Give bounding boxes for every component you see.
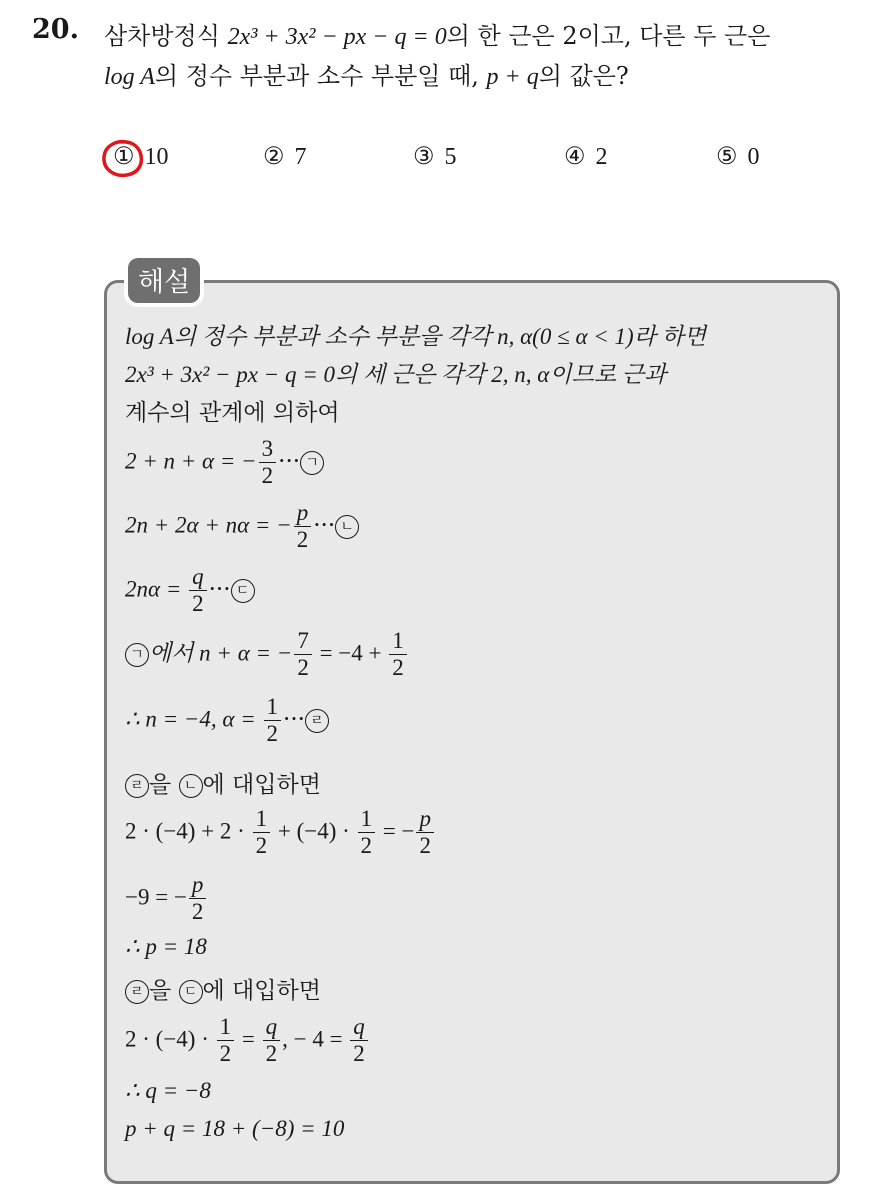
- step7-a: 2 · (−4) + 2 ·: [125, 818, 251, 844]
- step6-circle-mark-b: ㄴ: [179, 774, 203, 798]
- equation-2: [125, 500, 359, 553]
- choice-1[interactable]: [113, 142, 169, 171]
- step4-circle-mark: ㄱ: [125, 643, 149, 667]
- step11-den-3: 2: [353, 1041, 365, 1066]
- eq2-fraction: [294, 500, 312, 553]
- step4-text: 에서 n + α = −: [149, 640, 293, 666]
- choice-2-value: 7: [294, 144, 307, 170]
- step13-text: p + q = 18 + (−8) = 10: [125, 1116, 345, 1141]
- choice-2[interactable]: [263, 142, 307, 171]
- step11-num-2: q: [263, 1014, 281, 1041]
- eq2-lhs: 2n + 2α + nα = −: [125, 512, 292, 538]
- question-line-1: [104, 16, 770, 51]
- choice-4-value: 2: [595, 144, 608, 170]
- choice-2-mark: ②: [263, 144, 285, 170]
- step7-num-2: 1: [358, 806, 376, 833]
- step5-dots: ···: [283, 706, 305, 733]
- question-text-mid: 의 정수 부분과 소수 부분일 때,: [154, 62, 479, 90]
- choice-3-mark: ③: [413, 144, 435, 170]
- step7-den-2: 2: [360, 833, 373, 858]
- step4-num-2: 1: [389, 628, 407, 655]
- step6-text-b: 에 대입하면: [202, 772, 321, 798]
- choice-4-mark: ④: [564, 144, 586, 170]
- step11-num-1: 1: [217, 1014, 235, 1041]
- step11-fraction-2: [263, 1014, 281, 1067]
- step9-text: ∴ p = 18: [125, 934, 207, 959]
- step8-a: −9 = −: [125, 884, 187, 910]
- equation-1: [125, 436, 324, 489]
- intro-3-text: 계수의 관계에 의하여: [125, 400, 340, 426]
- step7-num-1: 1: [253, 806, 271, 833]
- step11-b: =: [236, 1026, 261, 1052]
- step10-circle-mark-a: ㄹ: [125, 980, 149, 1004]
- eq2-dots: ···: [313, 512, 336, 539]
- step8-num: p: [189, 872, 207, 899]
- step-6: [125, 766, 321, 799]
- choice-5[interactable]: [716, 142, 760, 171]
- step5-num: 1: [264, 694, 282, 721]
- question-equation: 2x³ + 3x² − px − q = 0: [227, 24, 447, 50]
- step11-fraction-1: [217, 1014, 235, 1067]
- choice-1-value: 10: [144, 144, 169, 170]
- step-5: [125, 694, 329, 747]
- eq1-lhs: 2 + n + α = −: [125, 448, 257, 474]
- step11-num-3: q: [350, 1014, 368, 1041]
- step4-fraction-2: [389, 628, 407, 681]
- step-8: [125, 872, 208, 925]
- eq3-dots: ···: [208, 576, 231, 603]
- eq3-num: q: [189, 564, 207, 591]
- question-sum-expr: p + q: [486, 64, 539, 90]
- step7-fraction-1: [253, 806, 271, 859]
- step7-b: + (−4) ·: [272, 818, 356, 844]
- eq1-fraction: [259, 436, 277, 489]
- eq1-den: 2: [261, 463, 274, 488]
- eq2-num: p: [294, 500, 312, 527]
- step5-circle-mark: ㄹ: [305, 709, 329, 733]
- solution-intro-1: [125, 318, 706, 351]
- step7-den-1: 2: [255, 833, 268, 858]
- step10-circle-mark-b: ㄷ: [179, 980, 203, 1004]
- question-text-end: 의 값은?: [538, 62, 629, 90]
- eq1-circle-mark: ㄱ: [300, 451, 324, 475]
- step8-den: 2: [191, 899, 204, 924]
- step6-circle-mark-a: ㄹ: [125, 774, 149, 798]
- step8-fraction: [189, 872, 207, 925]
- question-line-2: [104, 56, 629, 91]
- question-text-prefix: 삼차방정식: [104, 22, 220, 50]
- step6-text-a: 을: [149, 772, 179, 798]
- intro-1-text: log A의 정수 부분과 소수 부분을 각각 n, α(0 ≤ α < 1)라 하면: [125, 324, 707, 349]
- step11-a: 2 · (−4) ·: [125, 1026, 215, 1052]
- step4-num-1: 7: [294, 628, 312, 655]
- step-10: [125, 972, 321, 1005]
- step7-num-3: p: [416, 806, 434, 833]
- question-number: 20.: [32, 14, 79, 45]
- equation-3: [125, 564, 255, 617]
- step4-den-1: 2: [297, 655, 309, 680]
- step-11: [125, 1014, 370, 1067]
- question-text-suffix: 의 한 근은 2이고, 다른 두 근은: [446, 22, 771, 50]
- step11-c: , − 4 =: [282, 1026, 349, 1052]
- solution-tag: 해설: [128, 258, 200, 303]
- step5-den: 2: [266, 721, 279, 746]
- step-4: [125, 628, 409, 681]
- step5-text: ∴ n = −4, α =: [125, 706, 262, 732]
- choice-5-mark: ⑤: [716, 144, 738, 170]
- choice-3[interactable]: [413, 142, 457, 171]
- choice-4[interactable]: [564, 142, 608, 171]
- choice-5-value: 0: [747, 144, 760, 170]
- step10-text-b: 에 대입하면: [202, 978, 321, 1004]
- step11-den-1: 2: [219, 1041, 232, 1066]
- step5-fraction: [264, 694, 282, 747]
- eq1-num: 3: [259, 436, 277, 463]
- step7-fraction-2: [358, 806, 376, 859]
- step4-fraction-1: [294, 628, 312, 681]
- eq2-den: 2: [296, 527, 309, 552]
- eq3-fraction: [189, 564, 207, 617]
- question-log-expr: log A: [104, 64, 155, 90]
- eq3-lhs: 2nα =: [125, 576, 188, 602]
- step10-text-a: 을: [149, 978, 179, 1004]
- step-7: [125, 806, 436, 859]
- step7-fraction-3: [416, 806, 434, 859]
- eq3-circle-mark: ㄷ: [231, 579, 255, 603]
- step-13: [125, 1116, 344, 1142]
- intro-2-text: 2x³ + 3x² − px − q = 0의 세 근은 각각 2, n, α이므로 근과: [125, 362, 667, 387]
- step-9: [125, 934, 207, 960]
- choice-3-value: 5: [444, 144, 457, 170]
- eq1-dots: ···: [278, 448, 301, 475]
- choice-1-mark: ①: [113, 144, 135, 170]
- solution-intro-2: [125, 356, 666, 389]
- step12-text: ∴ q = −8: [125, 1078, 211, 1103]
- step11-den-2: 2: [265, 1041, 278, 1066]
- solution-intro-3: [125, 394, 340, 427]
- step4-den-2: 2: [392, 655, 404, 680]
- step11-fraction-3: [350, 1014, 368, 1067]
- step-12: [125, 1078, 211, 1104]
- answer-choices: [0, 142, 884, 182]
- eq3-den: 2: [192, 591, 204, 616]
- eq2-circle-mark: ㄴ: [335, 515, 359, 539]
- step4-mid: = −4 +: [313, 640, 388, 666]
- step7-c: = −: [377, 818, 415, 844]
- step7-den-3: 2: [419, 833, 431, 858]
